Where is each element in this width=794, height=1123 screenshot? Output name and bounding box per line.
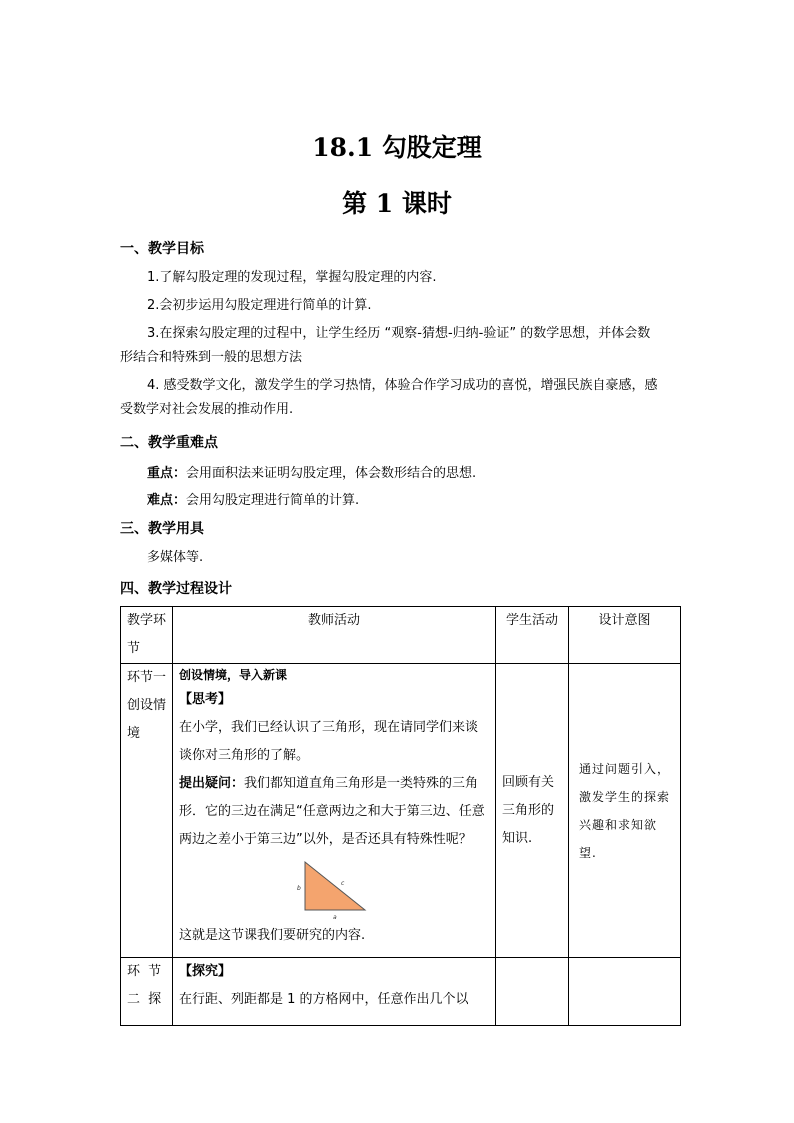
teacher-paragraph: 在行距、列距都是 1 的方格网中，任意作出几个以 [179,992,469,1007]
right-triangle [305,862,365,910]
side-b-label: b [297,885,301,892]
section-heading-goals: 一、教学目标 [120,241,204,257]
header-teacher: 教师活动 [173,607,496,664]
goal-item: 1.了解勾股定理的发现过程，掌握勾股定理的内容. [147,270,437,285]
process-table [120,606,681,1026]
section-heading-process: 四、教学过程设计 [120,581,232,597]
student-cell [496,958,569,1026]
tools-text: 多媒体等. [147,550,204,565]
teacher-ending: 这就是这节课我们要研究的内容. [179,928,366,943]
right-triangle-figure [289,858,369,922]
table-header-row [121,607,681,664]
teacher-title: 创设情境，导入新课 [179,668,288,682]
explore-label: 【探究】 [179,964,232,979]
table-row [121,664,681,958]
section-heading-keypoints: 二、教学重难点 [120,435,218,451]
design-cell: 通过问题引入，激发学生的探索兴趣和求知欲望. [569,664,681,958]
goal-item: 2.会初步运用勾股定理进行简单的计算. [147,298,372,313]
goal-item: 3.在探索勾股定理的过程中，让学生经历 “观察-猜想-归纳-验证” 的数学思想，并体会数形结合和特殊到一般的思想方法 [120,326,651,365]
teacher-question: 提出疑问：我们都知道直角三角形是一类特殊的三角形．它的三边在满足“任意两边之和大于第三边、任意两边之差小于第三边”以外，是否还具有特殊性呢？ [179,776,485,847]
stage-cell: 环节一 创设情境 [121,664,173,958]
goal-item: 4. 感受数学文化，激发学生的学习热情，体验合作学习成功的喜悦，增强民族自豪感，感受数学对社会发展的推动作用. [120,378,658,417]
table-row [121,958,681,1026]
header-stage: 教学环节 [121,607,173,664]
teacher-cell [173,664,496,958]
side-a-label: a [333,914,337,921]
key-point: 重点：会用面积法来证明勾股定理，体会数形结合的思想. [147,466,477,481]
student-cell: 回顾有关三角形的知识. [496,664,569,958]
header-student: 学生活动 [496,607,569,664]
think-label: 【思考】 [179,692,232,707]
side-c-label: c [341,880,345,887]
page-title: 18.1 勾股定理 [312,133,482,162]
teacher-paragraph: 在小学，我们已经认识了三角形，现在请同学们来谈谈你对三角形的了解。 [179,720,479,763]
section-heading-tools: 三、教学用具 [120,521,204,537]
design-cell [569,958,681,1026]
stage-cell: 环 节 二 探 [121,958,173,1026]
page-subtitle: 第 1 课时 [342,189,452,218]
difficult-point: 难点：会用勾股定理进行简单的计算. [147,493,360,508]
teacher-cell [173,958,496,1026]
header-design: 设计意图 [569,607,681,664]
